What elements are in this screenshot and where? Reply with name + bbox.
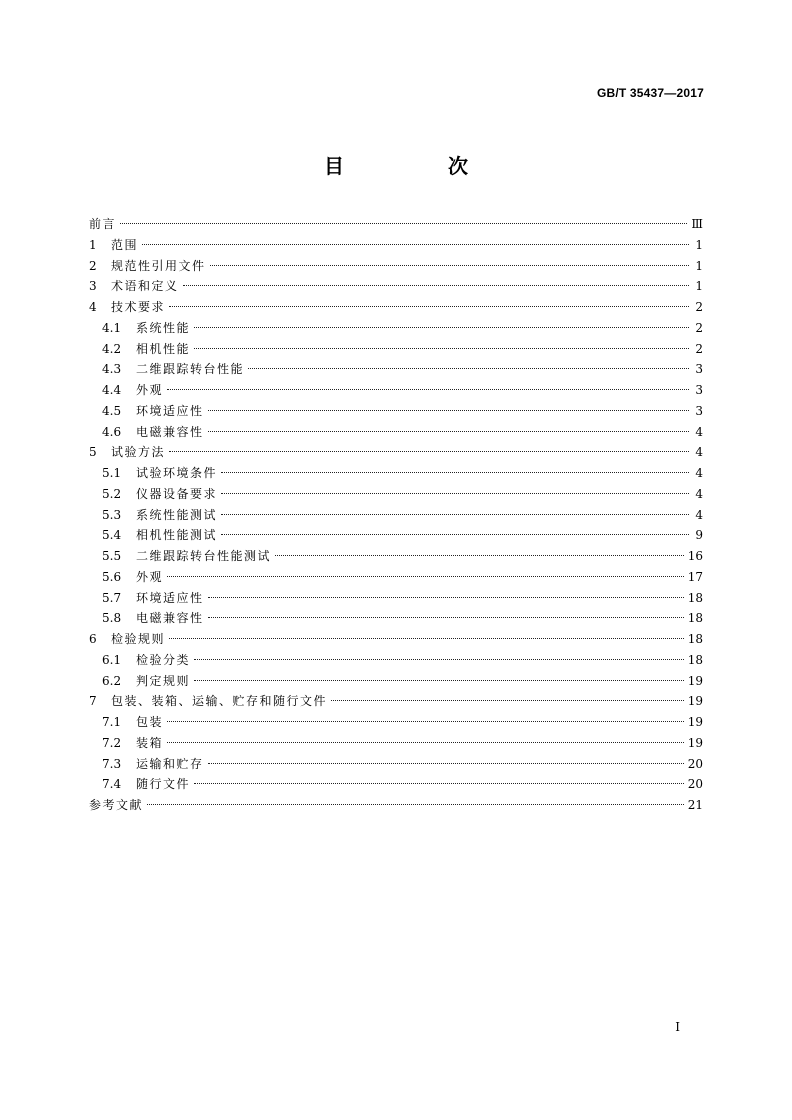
dot-leader: [208, 763, 684, 764]
toc-entry-number: 7.4: [102, 777, 122, 792]
dot-leader: [194, 348, 689, 349]
toc-entry-page: 9: [695, 528, 703, 543]
dot-leader: [169, 638, 684, 639]
toc-entry-number: 1: [89, 237, 97, 252]
toc-entry-number: 4.4: [102, 383, 122, 397]
toc-entry-page: 20: [687, 777, 703, 792]
toc-entry[interactable]: [89, 733, 703, 754]
toc-entry-label: 包装、装箱、运输、贮存和随行文件: [111, 694, 328, 709]
dot-leader: [147, 804, 684, 805]
toc-entry-page: 2: [695, 300, 703, 314]
toc-entry-label: 范围: [111, 237, 139, 252]
toc-entry[interactable]: [89, 754, 703, 775]
toc-entry[interactable]: [89, 297, 703, 318]
toc-entry[interactable]: [89, 505, 703, 526]
toc-entry-label: 运输和贮存: [136, 756, 204, 771]
dot-leader: [331, 700, 684, 701]
dot-leader: [210, 265, 689, 266]
toc-entry-number: 6.2: [102, 673, 122, 688]
toc-entry-page: 18: [687, 652, 703, 667]
dot-leader: [167, 389, 689, 390]
toc-entry-label: 系统性能测试: [136, 507, 218, 522]
dot-leader: [208, 597, 684, 598]
toc-entry-label: 二维跟踪转台性能: [136, 362, 245, 377]
toc-entry[interactable]: [89, 256, 703, 277]
toc-entry-label: 二维跟踪转台性能测试: [136, 549, 272, 563]
toc-entry-number: 3: [89, 279, 97, 294]
toc-entry[interactable]: [89, 774, 703, 795]
toc-entry-number: 4.2: [102, 341, 122, 356]
dot-leader: [248, 368, 689, 369]
toc-entry-label: 试验方法: [111, 445, 166, 460]
dot-leader: [142, 244, 689, 245]
toc-entry[interactable]: [89, 588, 703, 609]
toc-entry[interactable]: [89, 608, 703, 629]
toc-entry-label: 检验规则: [111, 632, 166, 646]
page-number: I: [675, 1020, 680, 1034]
toc-entry-label: 前言: [89, 217, 117, 231]
toc-entry-page: 4: [695, 486, 703, 501]
dot-leader: [183, 285, 689, 286]
table-of-contents: [89, 214, 703, 816]
toc-entry-number: 5: [89, 445, 97, 460]
toc-entry-label: 装箱: [136, 735, 164, 750]
toc-entry[interactable]: [89, 712, 703, 733]
toc-entry-label: 检验分类: [136, 652, 191, 667]
toc-entry-label: 环境适应性: [136, 403, 204, 418]
toc-entry[interactable]: [89, 422, 703, 443]
dot-leader: [194, 783, 684, 784]
toc-entry-page: 18: [687, 590, 703, 605]
toc-entry-number: 5.6: [102, 569, 122, 584]
dot-leader: [169, 451, 689, 452]
dot-leader: [208, 431, 689, 432]
toc-entry-label: 术语和定义: [111, 279, 179, 294]
toc-entry-page: 4: [695, 424, 703, 439]
toc-entry-number: 5.8: [102, 611, 122, 626]
toc-entry-label: 系统性能: [136, 320, 191, 335]
toc-entry-label: 外观: [136, 569, 164, 584]
toc-entry-page: 19: [687, 673, 703, 688]
toc-entry-page: 4: [695, 507, 703, 522]
toc-entry-number: 4.5: [102, 403, 122, 418]
toc-entry-page: 18: [687, 611, 703, 626]
toc-entry-label: 外观: [136, 383, 164, 397]
toc-entry-number: 7.2: [102, 735, 122, 750]
toc-entry[interactable]: [89, 442, 703, 463]
toc-entry[interactable]: [89, 359, 703, 380]
toc-entry[interactable]: [89, 484, 703, 505]
toc-entry[interactable]: [89, 795, 703, 816]
toc-entry-label: 试验环境条件: [136, 466, 218, 480]
toc-entry-page: 2: [695, 341, 703, 356]
toc-entry-page: 3: [695, 362, 703, 377]
toc-entry-number: 4.6: [102, 424, 122, 439]
toc-entry-page: 18: [687, 632, 703, 646]
toc-entry-label: 规范性引用文件: [111, 258, 206, 273]
dot-leader: [221, 493, 689, 494]
toc-entry-page: 16: [687, 549, 703, 563]
toc-entry-number: 5.1: [102, 466, 122, 480]
standard-code: GB/T 35437—2017: [596, 86, 704, 100]
toc-entry-page: Ⅲ: [691, 217, 703, 231]
dot-leader: [208, 410, 689, 411]
dot-leader: [167, 721, 684, 722]
toc-entry[interactable]: [89, 525, 703, 546]
toc-entry-label: 随行文件: [136, 777, 191, 792]
dot-leader: [167, 576, 684, 577]
dot-leader: [221, 514, 689, 515]
toc-entry-page: 1: [695, 258, 703, 273]
dot-leader: [169, 306, 689, 307]
toc-entry-label: 相机性能测试: [136, 528, 218, 543]
toc-entry-number: 5.4: [102, 528, 122, 543]
dot-leader: [275, 555, 684, 556]
toc-entry[interactable]: [89, 463, 703, 484]
toc-entry-number: 4.1: [102, 320, 122, 335]
toc-entry[interactable]: [89, 235, 703, 256]
toc-entry-page: 21: [687, 798, 703, 812]
toc-entry-page: 4: [695, 445, 703, 460]
toc-entry-label: 电磁兼容性: [136, 424, 204, 439]
toc-entry-label: 判定规则: [136, 673, 191, 688]
dot-leader: [194, 680, 684, 681]
toc-entry-number: 4.3: [102, 362, 122, 377]
toc-entry-page: 3: [695, 403, 703, 418]
toc-entry[interactable]: [89, 546, 703, 567]
toc-entry[interactable]: [89, 339, 703, 360]
toc-entry-number: 5.3: [102, 507, 122, 522]
toc-entry-number: 4: [89, 300, 97, 314]
toc-entry[interactable]: [89, 691, 703, 712]
toc-entry-label: 相机性能: [136, 341, 191, 356]
toc-entry-page: 19: [687, 694, 703, 709]
toc-entry-label: 包装: [136, 715, 164, 729]
toc-entry[interactable]: [89, 380, 703, 401]
toc-entry-page: 1: [695, 237, 703, 252]
toc-entry-label: 参考文献: [89, 798, 144, 812]
toc-entry-page: 2: [695, 320, 703, 335]
toc-entry[interactable]: [89, 629, 703, 650]
toc-entry[interactable]: [89, 671, 703, 692]
page-title: 目 次: [324, 154, 510, 178]
dot-leader: [194, 659, 684, 660]
toc-entry[interactable]: [89, 214, 703, 235]
dot-leader: [167, 742, 684, 743]
dot-leader: [194, 327, 689, 328]
toc-entry-number: 7.1: [102, 715, 122, 729]
toc-entry-page: 1: [695, 279, 703, 294]
toc-entry-label: 技术要求: [111, 300, 166, 314]
dot-leader: [208, 617, 684, 618]
toc-entry-page: 19: [687, 715, 703, 729]
toc-entry-number: 5.2: [102, 486, 122, 501]
toc-entry-label: 电磁兼容性: [136, 611, 204, 626]
toc-entry-label: 环境适应性: [136, 590, 204, 605]
toc-entry-number: 2: [89, 258, 97, 273]
toc-entry-number: 7: [89, 694, 97, 709]
dot-leader: [221, 472, 689, 473]
toc-entry[interactable]: [89, 650, 703, 671]
dot-leader: [221, 534, 689, 535]
toc-entry-number: 6: [89, 632, 97, 646]
toc-entry-page: 17: [687, 569, 703, 584]
dot-leader: [120, 223, 687, 224]
toc-entry-number: 6.1: [102, 652, 122, 667]
toc-entry-page: 3: [695, 383, 703, 397]
toc-entry[interactable]: [89, 318, 703, 339]
toc-entry[interactable]: [89, 401, 703, 422]
toc-entry-number: 5.5: [102, 549, 122, 563]
toc-entry-number: 7.3: [102, 756, 122, 771]
toc-entry[interactable]: [89, 276, 703, 297]
toc-entry-page: 20: [687, 756, 703, 771]
toc-entry-page: 4: [695, 466, 703, 480]
toc-entry-label: 仪器设备要求: [136, 486, 218, 501]
toc-entry-page: 19: [687, 735, 703, 750]
toc-entry[interactable]: [89, 567, 703, 588]
toc-entry-number: 5.7: [102, 590, 122, 605]
